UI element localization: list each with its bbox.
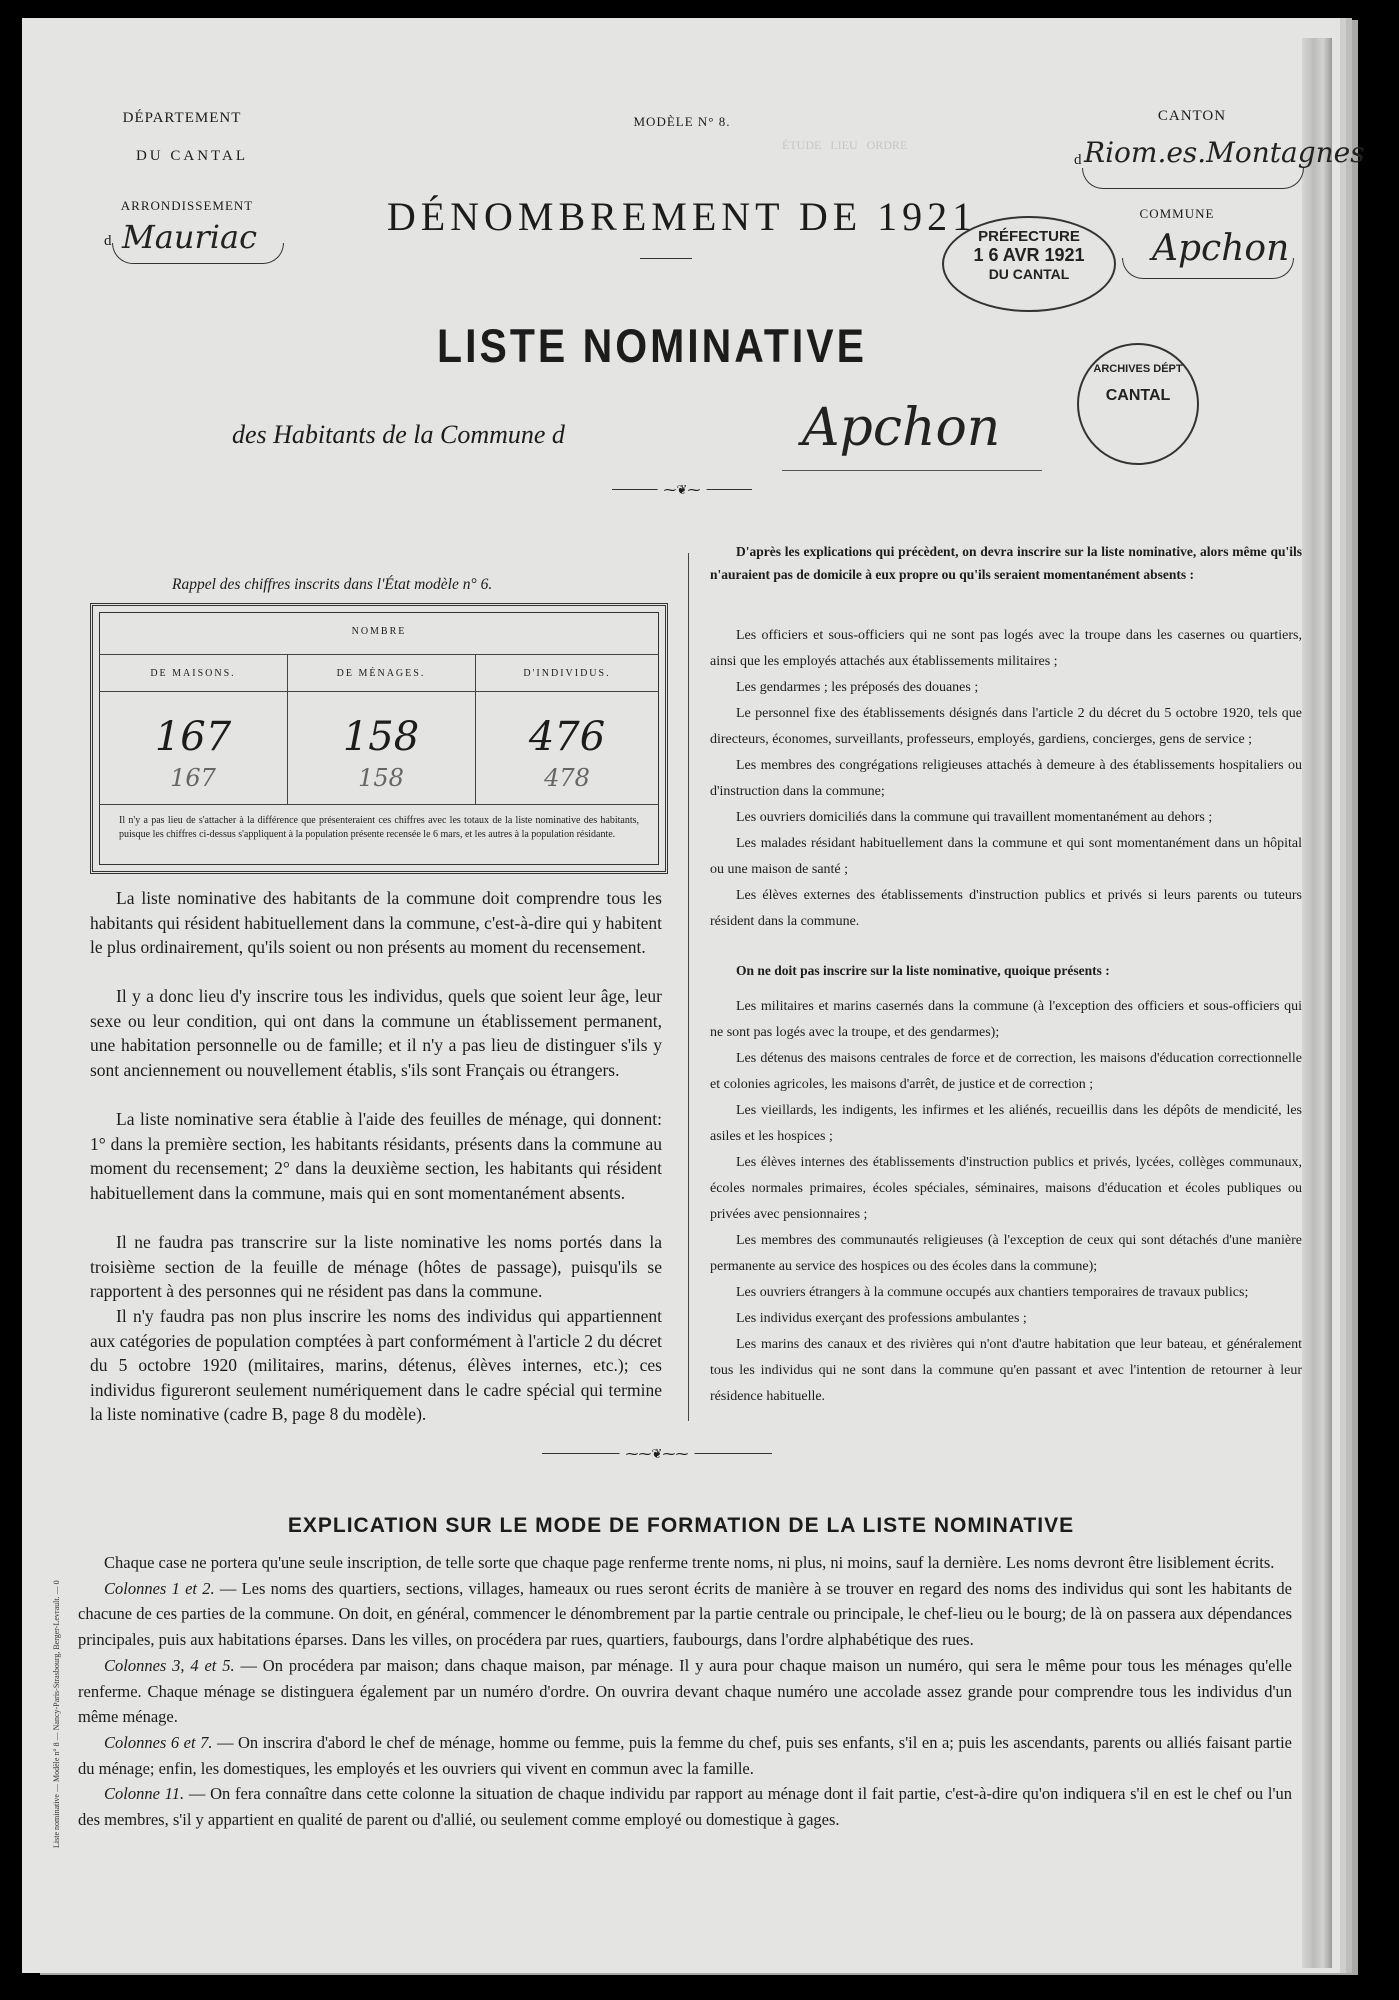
- left-paragraph-2: Il y a donc lieu d'y inscrire tous les individus, quels que soient leur âge, leur sexe ou leur condition, qui ont dans la commune un établissement permanent, une habitation personnelle ou de famille; et il n'y a pas lieu de distinguer s'ils y sont anciennement ou nouvellement établis, s'ils sont Français ou étrangers.: [90, 986, 662, 1080]
- commune-value: Apchon: [1152, 228, 1290, 269]
- canton-label: CANTON: [1157, 108, 1227, 124]
- right-item2-1: Les militaires et marins casernés dans la commune (à l'exception des officiers et sous-officiers qui ne sont pas logés avec la troupe, et des gendarmes);: [710, 999, 1302, 1040]
- recap-menages-value: 158: [342, 714, 420, 760]
- explication-title: EXPLICATION SUR LE MODE DE FORMATION DE LA LISTE NOMINATIVE: [287, 1514, 1075, 1537]
- right-list-exclude: [710, 994, 1302, 1410]
- archives-stamp-line2: CANTAL: [1105, 387, 1171, 404]
- canton-underline: [1082, 168, 1304, 189]
- right-item2-4: Les élèves internes des établissements d'instruction publics et privés, lycées, collèges communaux, écoles normales primaires, écoles spéciales, séminaires, maisons d'éducation et écoles publiques ou privées avec pensionnaires ;: [710, 1155, 1302, 1222]
- right-item-7: Les élèves externes des établissements d'instruction publics et privés si leurs parents ou tuteurs résident dans la commune.: [710, 888, 1302, 929]
- prefecture-stamp-line3: DU CANTAL: [988, 266, 1070, 282]
- explication-text-3: — On inscrira d'abord le chef de ménage, homme ou femme, puis la femme du chef, puis ses enfants, s'il en a; puis les ascendants, parents ou alliés faisant partie du ménage; enfin, les domestiques, les employés et les ouvriers qui vivent en commun avec la famille.: [78, 1732, 1293, 1778]
- right-item-5: Les ouvriers domiciliés dans la commune qui travaillent momentanément au dehors ;: [736, 810, 1213, 825]
- recap-table: [90, 603, 668, 874]
- recap-note: Il n'y a pas lieu de s'attacher à la différence que présenteraient ces chiffres avec les totaux de la liste nominative des habitants, puisque les chiffres ci-dessus s'appliquent à la population présente recensée le 6 mars, et les autres à la population résidante.: [119, 815, 639, 840]
- recap-maisons-pencil: 167: [170, 764, 216, 792]
- right-item-3: Le personnel fixe des établissements désignés dans l'article 2 du décret du 5 octobre 1920, tels que directeurs, économes, surveillants, professeurs, employés, gardiens, concierges, gens de service ;: [710, 706, 1302, 747]
- archives-stamp-line1: ARCHIVES DÉPT: [1093, 363, 1183, 375]
- right-intro: D'après les explications qui précèdent, on devra inscrire sur la liste nominative, alors même qu'ils n'auraient pas de domicile à eux propre ou qu'ils seraient momentanément absents :: [710, 544, 1302, 582]
- main-title: DÉNOMBREMENT DE 1921: [386, 194, 978, 239]
- right-item2-3: Les vieillards, les indigents, les infirmes et les aliénés, recueillis dans les dépôts de mendicité, les asiles et les hospices ;: [710, 1103, 1302, 1144]
- ornament-divider-bottom: ⁓⁓❦⁓⁓: [542, 1450, 772, 1458]
- ornament-divider-top: ⁓❦⁓: [612, 486, 752, 494]
- left-paragraph-5: Il n'y faudra pas non plus inscrire les noms des individus qui appartiennent aux catégories de population comptées à part conformément à l'article 2 du décret du 5 octobre 1920 (militaires, marins, détenus, élèves internes, etc.); ces individus figureront seulement numériquement dans le cadre spécial qui termine la liste nominative (cadre B, page 8 du modèle).: [90, 1306, 662, 1424]
- explication-paragraph-0: [78, 1550, 1292, 1576]
- arrondissement-value: Mauriac: [122, 218, 257, 256]
- recap-caption: Rappel des chiffres inscrits dans l'État modèle n° 6.: [172, 576, 493, 593]
- explication-text-0: Chaque case ne portera qu'une seule inscription, de telle sorte que chaque page renferme trente noms, ni plus, ni moins, sauf la dernière. Les noms devront être lisiblement écrits.: [104, 1553, 1275, 1572]
- title-rule: [640, 258, 692, 259]
- printer-side-note: Liste nominative — Modèle n° 8 — Nancy-Paris-Strasbourg, Berger-Levrault. — 0: [52, 1580, 61, 1848]
- explication-paragraph-2: [78, 1653, 1292, 1730]
- column-divider: [688, 553, 689, 1421]
- canton-prefix: d: [1074, 152, 1082, 168]
- explication-paragraph-4: [78, 1781, 1292, 1832]
- explication-text-2: — On procédera par maison; dans chaque maison, par ménage. Il y aura pour chaque maison un numéro, qui sera le même pour tous les ménages qu'elle renferme. Chaque ménage se distinguera également par un numéro d'ordre. On ouvrira devant chaque numéro une accolade assez grande pour comprendre tous les individus d'un même ménage.: [78, 1655, 1292, 1727]
- recap-col-menages: DE MÉNAGES.: [336, 668, 426, 679]
- explication-label-3: Colonnes 6 et 7.: [104, 1732, 213, 1752]
- explication-label-2: Colonnes 3, 4 et 5.: [104, 1655, 235, 1675]
- commune-underline: [1122, 258, 1294, 279]
- stacked-page-edges: [1302, 38, 1332, 1968]
- right-item2-7: Les individus exerçant des professions ambulantes ;: [736, 1311, 1027, 1326]
- prefecture-stamp-date: 1 6 AVR 1921: [973, 245, 1085, 265]
- commune-label: COMMUNE: [1139, 206, 1215, 221]
- right-list-include: [710, 623, 1302, 935]
- departement-label: DÉPARTEMENT: [122, 110, 242, 126]
- explication-label-1: Colonnes 1 et 2.: [104, 1578, 215, 1598]
- right-item2-6: Les ouvriers étrangers à la commune occupés aux chantiers temporaires de travaux publics;: [736, 1285, 1249, 1300]
- explication-label-4: Colonne 11.: [104, 1784, 185, 1804]
- explication-paragraph-1: [78, 1576, 1292, 1653]
- list-subtitle: des Habitants de la Commune d: [232, 420, 565, 449]
- left-paragraph-3: La liste nominative sera établie à l'aide des feuilles de ménage, qui donnent: 1° dans la première section, les habitants résidants, présents dans la commune au moment du recensement; 2° dans la deuxième section, les habitants qui résident habituellement dans la commune, mais qui en sont momentanément absents.: [90, 1109, 662, 1203]
- recap-menages-pencil: 158: [358, 764, 404, 792]
- right-item2-5: Les membres des communautés religieuses (à l'exception de ceux qui sont détachés d'une manière permanente au service des hospices ou des écoles dans la commune);: [710, 1233, 1302, 1274]
- prefecture-stamp: [942, 216, 1116, 312]
- right-item2-8: Les marins des canaux et des rivières qui n'ont d'autre habitation que leur bateau, et généralement tous les individus qui ne sont dans la commune qu'en passant et avec l'intention de retourner à leur résidence habituelle.: [710, 1337, 1302, 1404]
- modele-number: MODÈLE N° 8.: [633, 114, 731, 129]
- left-paragraph-4: Il ne faudra pas transcrire sur la liste nominative les noms portés dans la troisième section de la feuille de ménage (hôtes de passage), puisqu'ils se rapportent à des personnes qui ne résident pas dans la commune.: [90, 1232, 662, 1301]
- list-commune-underline: [782, 470, 1042, 471]
- canton-value: Riom.es.Montagnes: [1084, 136, 1365, 169]
- document-page: ÉTUDE LIEU ORDRE DÉPARTEMENT DU CANTAL ARRONDISSEMENT d Mauriac MODÈLE N° 8. DÉNOMBREMENT DE 1921 CANTON d Riom.es.Montagnes COMMUNE Apchon PRÉFECTURE 1 6 AVR 1921 DU CANTAL LISTE NOMINATIVE des Habitants de la Commune d Apchon ARCHIVES DÉPT CANTAL ⁓❦⁓ Rappel des chiffres inscrits dans l'État modèle n° 6. NOMBRE DE MAISONS. DE MÉNAGES. D'INDIVIDUS. 167 158 476 167 158 478 Il n'y a pas lieu de s'attacher à la différence que présenteraient ces chiffres avec les totaux de la liste nominative des habitants, puisque les chiffres ci-dessus s'appliquent à la population présente recensée le 6 mars, et les autres à la population résidante. La liste nominative des habitants de la commune doit comprendre tous les habitants qui résident habituellement dans la commune, c'est-à-dire qui y habitent le plus ordinairement, qu'ils soient ou non présents au moment du recensement. Il y a donc lieu d'y inscrire tous les individus, quels que soient leur âge, leur sexe ou leur condition, qui ont dans la commune un établissement permanent, une habitation personnelle ou de famille; et il n'y a pas lieu de distinguer s'ils y sont anciennement ou nouvellement établis, s'ils sont Français ou étrangers. La liste nominative sera établie à l'aide des feuilles de ménage, qui donnent: 1° dans la première section, les habitants résidants, présents dans la commune au moment du recensement; 2° dans la deuxième section, les habitants qui résident habituellement dans la commune, mais qui en sont momentanément absents. Il ne faudra pas transcrire sur la liste nominative les noms portés dans la troisième section de la feuille de ménage (hôtes de passage), puisqu'ils se rapportent à des personnes qui ne résident pas dans la commune. Il n'y faudra pas non plus inscrire les noms des individus qui appartiennent aux catégories de population comptées à part conformément à l'article 2 du décret du 5 octobre 1920 (militaires, marins, détenus, élèves internes, etc.); ces individus figureront seulement numériquement dans le cadre spécial qui termine la liste nominative (cadre B, page 8 du modèle). D'après les explications qui précèdent, on devra inscrire sur la liste nominative, alors même qu'ils n'auraient pas de domicile à eux propre ou qu'ils seraient momentanément absents : Les officiers et sous-officiers qui ne sont pas logés avec la troupe dans les casernes ou quartiers, ainsi que les employés attachés aux établissements militaires ; Les gendarmes ; les préposés des douanes ; Le personnel fixe des établissements désignés dans l'article 2 du décret du 5 octobre 1920, tels que directeurs, économes, surveillants, professeurs, employés, gardiens, concierges, gens de service ; Les membres des congrégations religieuses attachés à demeure à des établissements hospitaliers ou d'instruction dans la commune; Les ouvriers domiciliés dans la commune qui travaillent momentanément au dehors ; Les malades résidant habituellement dans la commune et qui sont momentanément dans un hôpital ou une maison de santé ; Les élèves externes des établissements d'instruction publics et privés si leurs parents ou tuteurs résident dans la commune. On ne doit pas inscrire sur la liste nominative, quoique présents : Les militaires et marins casernés dans la commune (à l'exception des officiers et sous-officiers qui ne sont pas logés avec la troupe, et des gendarmes); Les détenus des maisons centrales de force et de correction, les maisons d'éducation correctionnelle et colonies agricoles, les maisons d'arrêt, de justice et de correction ; Les vieillards, les indigents, les infirmes et les aliénés, recueillis dans les dépôts de mendicité, les asiles et les hospices ; Les élèves internes des établissements d'instruction publics et privés, lycées, collèges communaux, écoles normales primaires, écoles spéciales, séminaires, maisons d'éducation et écoles publiques ou privées avec pensionnaires ; Les membres des communautés religieuses (à l'exception de ceux qui sont détachés d'une manière permanente au service des hospices ou des écoles dans la commune); Les ouvriers étrangers à la commune occupés aux chantiers temporaires de travaux publics; Les individus exerçant des professions ambulantes ; Les marins des canaux et des rivières qui n'ont d'autre habitation que leur bateau, et généralement tous les individus qui ne sont dans la commune qu'en passant et avec l'intention de retourner à leur résidence habituelle. ⁓⁓❦⁓⁓ EXPLICATION SUR LE MODE DE FORMATION DE LA LISTE NOMINATIVE Chaque case ne portera qu'une seule inscription, de telle sorte que chaque page renferme trente noms, ni plus, ni moins, sauf la dernière. Les noms devront être lisiblement écrits. Colonnes 1 et 2. — Les noms des quartiers, sections, villages, hameaux ou rues seront écrits de manière à se trouver en regard des noms des individus qui sont les habitants de chacune de ces parties de la commune. On doit, en général, commencer le dénombrement par la partie centrale ou principale, le chef-lieu ou le bourg; de là on passera aux dépendances principales, puis aux habitations éparses. Dans les villes, on procédera par rues, quartiers, faubourgs, dans l'ordre alphabétique des rues. Colonnes 3, 4 et 5. — On procédera par maison; dans chaque maison, par ménage. Il y aura pour chaque maison un numéro, qui sera le même pour tous les ménages qu'elle renferme. Chaque ménage se distinguera également par un numéro d'ordre. On ouvrira devant chaque numéro une accolade assez grande pour comprendre tous les individus d'un même ménage. Colonnes 6 et 7. — On inscrira d'abord le chef de ménage, homme ou femme, puis la femme du chef, puis ses enfants, s'il en a; puis les ascendants, parents ou alliés faisant partie du ménage; enfin, les domestiques, les employés et les ouvriers qui vivent en commun avec la famille. Colonne 11. — On fera connaître dans cette colonne la situation de chaque individu par rapport au ménage dont il fait partie, c'est-à-dire qu'on indiquera s'il en est le chef ou l'un des membres, s'il y appartient en qualité de parent ou d'allié, ou seulement comme employé ou domestique à gages. Liste nominative — Modèle n° 8 — Nancy-Paris-Strasbourg, Berger-Levrault. — 0: [22, 18, 1340, 1973]
- explication-text-1: — Les noms des quartiers, sections, villages, hameaux ou rues seront écrits de manière à se trouver en regard des noms des individus qui sont les habitants de chacune de ces parties de la commune. On doit, en général, commencer le dénombrement par la partie centrale ou principale, le chef-lieu ou le bourg; de là on passera aux dépendances principales, puis aux habitations éparses. Dans les villes, on procédera par rues, quartiers, faubourgs, dans l'ordre alphabétique des rues.: [78, 1578, 1292, 1650]
- recap-maisons-value: 167: [154, 714, 232, 760]
- right-item2-2: Les détenus des maisons centrales de force et de correction, les maisons d'éducation correctionnelle et colonies agricoles, les maisons d'arrêt, de justice et de correction ;: [710, 1051, 1302, 1092]
- list-title: LISTE NOMINATIVE: [437, 319, 867, 373]
- departement-value: DU CANTAL: [135, 148, 249, 164]
- right-item-1: Les officiers et sous-officiers qui ne sont pas logés avec la troupe dans les casernes ou quartiers, ainsi que les employés attachés aux établissements militaires ;: [710, 628, 1302, 669]
- list-commune-value: Apchon: [802, 398, 1001, 458]
- recap-col-maisons: DE MAISONS.: [150, 668, 236, 679]
- right-item-4: Les membres des congrégations religieuses attachés à demeure à des établissements hospitaliers ou d'instruction dans la commune;: [710, 758, 1302, 799]
- recap-group-header: NOMBRE: [351, 626, 407, 637]
- left-paragraph-1: La liste nominative des habitants de la commune doit comprendre tous les habitants qui résident habituellement dans la commune, c'est-à-dire qui y habitent le plus ordinairement, qu'ils soient ou non présents au moment du recensement.: [90, 888, 662, 957]
- recap-individus-pencil: 478: [544, 764, 590, 792]
- arrondissement-underline: [112, 243, 284, 264]
- archives-stamp: [1077, 343, 1199, 465]
- right-item-2: Les gendarmes ; les préposés des douanes ;: [736, 680, 979, 695]
- recap-col-individus: D'INDIVIDUS.: [523, 668, 611, 679]
- arrondissement-prefix: d: [104, 233, 112, 249]
- right-intro-2: On ne doit pas inscrire sur la liste nominative, quoique présents :: [736, 963, 1110, 978]
- prefecture-stamp-line1: PRÉFECTURE: [978, 228, 1080, 245]
- explication-text-4: — On fera connaître dans cette colonne la situation de chaque individu par rapport au ménage dont il fait partie, c'est-à-dire qu'on indiquera s'il en est le chef ou l'un des membres, s'il y appartient en qualité de parent ou d'allié, ou seulement comme employé ou domestique à gages.: [78, 1784, 1292, 1830]
- explication-paragraph-3: [78, 1730, 1292, 1781]
- recap-individus-value: 476: [528, 714, 606, 760]
- explication-body: [78, 1550, 1292, 1833]
- right-item-6: Les malades résidant habituellement dans la commune et qui sont momentanément dans un hôpital ou une maison de santé ;: [710, 836, 1302, 877]
- arrondissement-label: ARRONDISSEMENT: [120, 198, 254, 213]
